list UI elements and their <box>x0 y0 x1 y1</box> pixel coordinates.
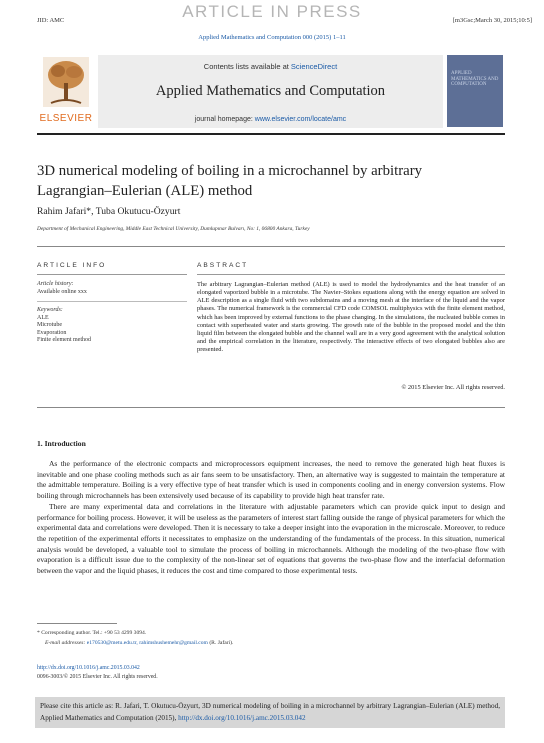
doi-link[interactable]: http://dx.doi.org/10.1016/j.amc.2015.03.042 <box>37 665 140 671</box>
sciencedirect-link[interactable]: ScienceDirect <box>290 62 338 71</box>
citation-text-block <box>40 701 500 724</box>
article-title: 3D numerical modeling of boiling in a microchannel by arbitrary Lagrangian–Eulerian (ALE) method <box>37 163 423 199</box>
cover-title: APPLIED MATHEMATICS AND COMPUTATION <box>451 71 499 87</box>
issn-line: 0096-3003/© 2015 Elsevier Inc. All rights reserved. <box>37 674 158 680</box>
email-line <box>37 638 505 648</box>
abstract-text: The arbitrary Lagrangian–Eulerian method (ALE) is used to model the hydrodynamics and the heat transfer of an elongated vaporized bubble in a microtube. The Navier–Stokes equations along with the energy equation are solved in ALE description as a single fluid with two subdomains and a moving mesh at the interface of the liquid and the vapor phases. The numerical framework is the commercial CFD code COMSOL multiphysics with the finite element method, which has been improved by external functions to the phase changing. In the simulations, the nucleated bubble comes in contact with superheated water and starts growing. The growth rate of the bubble in the proposed model and the thin liquid film between the elongated bubble and the channel wall are in a very good agreement with the analytical solution and the empirical correlation in the literature, respectively. The interactive effects of two elongated bubbles also are presented. <box>197 281 505 354</box>
reference-stamp: [m3Gsc;March 30, 2015;10:5] <box>452 17 532 24</box>
abstract-rule <box>197 274 505 275</box>
history-keywords-rule <box>37 301 187 302</box>
abstract-heading: ABSTRACT <box>197 262 249 269</box>
citation-doi-link[interactable]: http://dx.doi.org/10.1016/j.amc.2015.03.042 <box>178 713 306 722</box>
keywords-label: Keywords: <box>37 307 63 313</box>
contents-prefix: Contents lists available at <box>203 62 289 71</box>
keyword-item: Microtube <box>37 322 62 328</box>
introduction-paragraph: There are many experimental data and correlations in the literature with adjustable parameters which can provide quick input to design and performance for boiling process. However, it will be useless as the parameters of interest start falling outside the range of physical parameters for which the experimental data and correlations were developed. Then it is necessary to take a deeper insight into the evaporation in the microscale. Moreover, to reduce the repetition of the experimental efforts it necessitates to emphasize on the understanding of the fundamentals of the process. In this situation, numerical analysis would be developed, a valuable tool to simulate the process of boiling in microchannels. Although the modeling of the two-phase flow with evaporation is a difficult issue due to the complexity of the non-linear set of equations that governs the two-phase flow and the interfacial deformation between the vapor and the liquid phases, it reduces the cost and time compared to those experimental tests. <box>37 501 505 576</box>
keyword-item: Finite element method <box>37 337 91 343</box>
keywords-block <box>37 307 187 345</box>
journal-id: JID: AMC <box>37 17 65 24</box>
elsevier-logo <box>37 55 95 127</box>
introduction-heading: 1. Introduction <box>37 439 86 448</box>
citation-text: Please cite this article as: R. Jafari, T. Okutucu-Özyurt, 3D numerical modeling of boiling in a microchannel by arbitrary Lagrangian–Eulerian (ALE) method, Applied Mathematics and Computation (2015), <box>40 702 500 722</box>
introduction-body <box>37 459 505 577</box>
corresponding-author: * Corresponding author. Tel.: +90 53 4299 3094. <box>37 630 147 636</box>
article-in-press-banner: ARTICLE IN PRESS <box>182 2 362 21</box>
keyword-item: Evaporation <box>37 329 67 336</box>
contents-line <box>98 62 443 71</box>
abstract-copyright: © 2015 Elsevier Inc. All rights reserved. <box>401 384 505 391</box>
email-suffix: (R. Jafari). <box>209 640 234 646</box>
footnote <box>37 628 505 648</box>
elsevier-tree-icon <box>43 57 89 107</box>
email-label: E-mail addresses: <box>45 640 86 646</box>
author-affiliation: Department of Mechanical Engineering, Middle East Technical University, Dumlupınar Bulvarı, No: 1, 06800 Ankara, Turkey <box>37 226 310 232</box>
header-divider <box>37 133 505 135</box>
article-authors: Rahim Jafari*, Tuba Okutucu-Özyurt <box>37 206 181 217</box>
journal-title: Applied Mathematics and Computation <box>155 83 386 99</box>
article-history <box>37 281 187 296</box>
article-info-rule <box>37 274 187 275</box>
introduction-paragraph: As the performance of the electronic compacts and microprocessors equipment increases, the need to remove the generated high heat fluxes is inevitable and one phase cooling methods such as air fans seem to be unsatisfactory. Then, an alternative way is suggested to maintain the temperature at the admittable temperature. Boiling is a very effective type of heat transfer which is used in components cooling and in energy conversion systems. Flow boiling through microchannels has been extensively used because of its capability to provide high heat transfer rate. <box>37 459 505 501</box>
homepage-prefix: journal homepage: <box>194 116 253 123</box>
footnote-rule <box>37 623 117 624</box>
journal-citation-line[interactable]: Applied Mathematics and Computation 000 (2015) 1–11 <box>198 34 346 41</box>
elsevier-wordmark: ELSEVIER <box>39 113 93 124</box>
homepage-link[interactable]: www.elsevier.com/locate/amc <box>254 116 347 123</box>
history-value: Available online xxx <box>37 288 87 295</box>
journal-cover-image <box>447 55 503 127</box>
keyword-item: ALE <box>37 314 49 321</box>
article-info-heading: ARTICLE INFO <box>37 262 107 269</box>
abstract-divider <box>37 407 505 408</box>
title-divider <box>37 246 505 247</box>
history-label: Article history: <box>37 281 74 287</box>
citation-box <box>35 697 505 728</box>
email-links[interactable]: e170530@metu.edu.tr, rahimshushemehr@gmail.com <box>86 640 208 646</box>
journal-homepage-line <box>98 116 443 123</box>
